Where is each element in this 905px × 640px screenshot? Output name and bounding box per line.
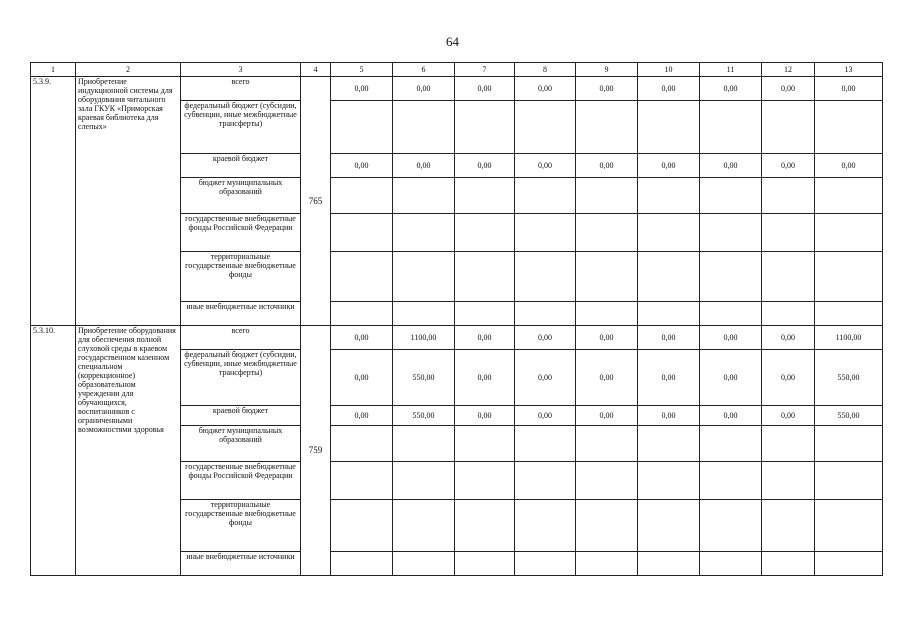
value-cell xyxy=(700,252,762,302)
value-cell: 550,00 xyxy=(393,350,455,406)
value-cell xyxy=(700,500,762,552)
value-cell: 0,00 xyxy=(700,154,762,178)
header-cell: 6 xyxy=(393,63,455,77)
item-name: Приобретение оборудования для обеспечения полной слуховой среды в краевом государственном казенном специальном (коррекционное) образовательном учреждении для обучающихся, воспитанников с ограниченными возможностями здоровья xyxy=(76,326,181,576)
value-cell xyxy=(393,426,455,462)
value-cell xyxy=(815,302,883,326)
value-cell: 0,00 xyxy=(815,77,883,101)
value-cell xyxy=(455,178,515,214)
grbs-code: 765 xyxy=(301,77,331,326)
value-cell xyxy=(331,214,393,252)
budget-table xyxy=(30,62,883,576)
funding-source: территориальные государственные внебюджетные фонды xyxy=(181,252,301,302)
funding-source: иные внебюджетные источники xyxy=(181,552,301,576)
value-cell xyxy=(762,178,815,214)
value-cell: 0,00 xyxy=(331,77,393,101)
funding-source: всего xyxy=(181,77,301,101)
value-cell xyxy=(762,500,815,552)
value-cell xyxy=(638,252,700,302)
value-cell: 550,00 xyxy=(393,406,455,426)
value-cell xyxy=(638,462,700,500)
value-cell xyxy=(455,426,515,462)
value-cell xyxy=(331,552,393,576)
value-cell xyxy=(515,252,576,302)
value-cell xyxy=(762,214,815,252)
value-cell xyxy=(638,178,700,214)
value-cell xyxy=(638,500,700,552)
value-cell xyxy=(455,302,515,326)
header-cell: 5 xyxy=(331,63,393,77)
header-row xyxy=(31,63,883,77)
value-cell xyxy=(638,426,700,462)
value-cell xyxy=(576,178,638,214)
header-cell: 8 xyxy=(515,63,576,77)
value-cell: 0,00 xyxy=(762,77,815,101)
header-cell: 9 xyxy=(576,63,638,77)
value-cell xyxy=(393,302,455,326)
grbs-code: 759 xyxy=(301,326,331,576)
item-code: 5.3.10. xyxy=(31,326,76,576)
value-cell xyxy=(762,426,815,462)
value-cell xyxy=(331,101,393,154)
value-cell: 0,00 xyxy=(393,154,455,178)
value-cell xyxy=(815,178,883,214)
header-cell: 11 xyxy=(700,63,762,77)
value-cell xyxy=(576,214,638,252)
value-cell: 0,00 xyxy=(515,154,576,178)
value-cell xyxy=(393,252,455,302)
value-cell: 0,00 xyxy=(393,77,455,101)
value-cell: 0,00 xyxy=(638,406,700,426)
value-cell xyxy=(815,214,883,252)
value-cell xyxy=(700,214,762,252)
funding-source: государственные внебюджетные фонды Российской Федерации xyxy=(181,462,301,500)
value-cell xyxy=(815,500,883,552)
header-cell: 3 xyxy=(181,63,301,77)
page-number: 64 xyxy=(446,34,459,49)
value-cell: 0,00 xyxy=(762,350,815,406)
funding-source: государственные внебюджетные фонды Российской Федерации xyxy=(181,214,301,252)
table-row xyxy=(31,326,883,350)
value-cell: 0,00 xyxy=(638,154,700,178)
value-cell xyxy=(455,500,515,552)
value-cell: 0,00 xyxy=(762,154,815,178)
header-cell: 7 xyxy=(455,63,515,77)
value-cell xyxy=(638,214,700,252)
header-cell: 4 xyxy=(301,63,331,77)
value-cell xyxy=(331,462,393,500)
value-cell xyxy=(762,302,815,326)
value-cell xyxy=(393,552,455,576)
funding-source: бюджет муниципальных образований xyxy=(181,178,301,214)
value-cell xyxy=(576,101,638,154)
value-cell: 0,00 xyxy=(762,406,815,426)
value-cell xyxy=(331,302,393,326)
value-cell xyxy=(762,552,815,576)
value-cell: 0,00 xyxy=(700,350,762,406)
value-cell: 0,00 xyxy=(638,77,700,101)
value-cell xyxy=(700,426,762,462)
value-cell: 0,00 xyxy=(576,154,638,178)
value-cell xyxy=(576,462,638,500)
value-cell xyxy=(638,302,700,326)
value-cell xyxy=(762,252,815,302)
value-cell: 1100,00 xyxy=(393,326,455,350)
value-cell xyxy=(515,214,576,252)
value-cell: 0,00 xyxy=(331,326,393,350)
value-cell xyxy=(455,214,515,252)
value-cell: 0,00 xyxy=(331,154,393,178)
value-cell xyxy=(331,500,393,552)
value-cell xyxy=(515,552,576,576)
value-cell: 0,00 xyxy=(638,350,700,406)
value-cell xyxy=(576,302,638,326)
value-cell: 550,00 xyxy=(815,350,883,406)
value-cell xyxy=(393,214,455,252)
funding-source: всего xyxy=(181,326,301,350)
value-cell xyxy=(331,426,393,462)
header-cell: 13 xyxy=(815,63,883,77)
value-cell xyxy=(515,178,576,214)
value-cell xyxy=(515,101,576,154)
funding-source: иные внебюджетные источники xyxy=(181,302,301,326)
value-cell xyxy=(815,552,883,576)
value-cell: 0,00 xyxy=(515,326,576,350)
funding-source: федеральный бюджет (субсидии, субвенции, иные межбюджетные трансферты) xyxy=(181,101,301,154)
header-cell: 2 xyxy=(76,63,181,77)
value-cell: 0,00 xyxy=(331,406,393,426)
funding-source: бюджет муниципальных образований xyxy=(181,426,301,462)
value-cell: 0,00 xyxy=(455,350,515,406)
value-cell xyxy=(576,552,638,576)
value-cell xyxy=(515,426,576,462)
value-cell: 0,00 xyxy=(331,350,393,406)
funding-source: территориальные государственные внебюджетные фонды xyxy=(181,500,301,552)
item-code: 5.3.9. xyxy=(31,77,76,326)
value-cell: 0,00 xyxy=(700,406,762,426)
value-cell xyxy=(815,101,883,154)
funding-source: краевой бюджет xyxy=(181,154,301,178)
value-cell: 0,00 xyxy=(815,154,883,178)
funding-source: краевой бюджет xyxy=(181,406,301,426)
value-cell xyxy=(331,178,393,214)
value-cell xyxy=(762,101,815,154)
value-cell: 0,00 xyxy=(576,77,638,101)
value-cell: 0,00 xyxy=(455,326,515,350)
value-cell: 550,00 xyxy=(815,406,883,426)
value-cell xyxy=(331,252,393,302)
value-cell: 0,00 xyxy=(576,350,638,406)
value-cell xyxy=(815,252,883,302)
value-cell: 0,00 xyxy=(515,406,576,426)
value-cell: 0,00 xyxy=(455,77,515,101)
value-cell: 0,00 xyxy=(455,154,515,178)
value-cell: 0,00 xyxy=(700,77,762,101)
value-cell xyxy=(638,552,700,576)
value-cell xyxy=(762,462,815,500)
value-cell xyxy=(455,552,515,576)
value-cell xyxy=(700,101,762,154)
value-cell xyxy=(700,178,762,214)
item-name: Приобретение индукционной системы для оборудования читального зала ГКУК «Приморская краевая библиотека для слепых» xyxy=(76,77,181,326)
value-cell: 0,00 xyxy=(762,326,815,350)
value-cell: 1100,00 xyxy=(815,326,883,350)
value-cell xyxy=(700,552,762,576)
value-cell: 0,00 xyxy=(515,350,576,406)
value-cell: 0,00 xyxy=(455,406,515,426)
value-cell: 0,00 xyxy=(576,326,638,350)
value-cell xyxy=(515,500,576,552)
value-cell: 0,00 xyxy=(638,326,700,350)
value-cell xyxy=(515,302,576,326)
header-cell: 1 xyxy=(31,63,76,77)
header-cell: 12 xyxy=(762,63,815,77)
value-cell xyxy=(393,101,455,154)
value-cell xyxy=(515,462,576,500)
value-cell xyxy=(815,462,883,500)
value-cell: 0,00 xyxy=(515,77,576,101)
value-cell xyxy=(393,178,455,214)
value-cell xyxy=(815,426,883,462)
value-cell: 0,00 xyxy=(576,406,638,426)
value-cell xyxy=(700,302,762,326)
value-cell xyxy=(700,462,762,500)
value-cell xyxy=(576,252,638,302)
funding-source: федеральный бюджет (субсидии, субвенции, иные межбюджетные трансферты) xyxy=(181,350,301,406)
value-cell xyxy=(455,252,515,302)
value-cell xyxy=(576,500,638,552)
value-cell xyxy=(455,462,515,500)
value-cell xyxy=(455,101,515,154)
table-row xyxy=(31,77,883,101)
value-cell xyxy=(638,101,700,154)
value-cell xyxy=(393,500,455,552)
value-cell xyxy=(576,426,638,462)
value-cell: 0,00 xyxy=(700,326,762,350)
value-cell xyxy=(393,462,455,500)
header-cell: 10 xyxy=(638,63,700,77)
